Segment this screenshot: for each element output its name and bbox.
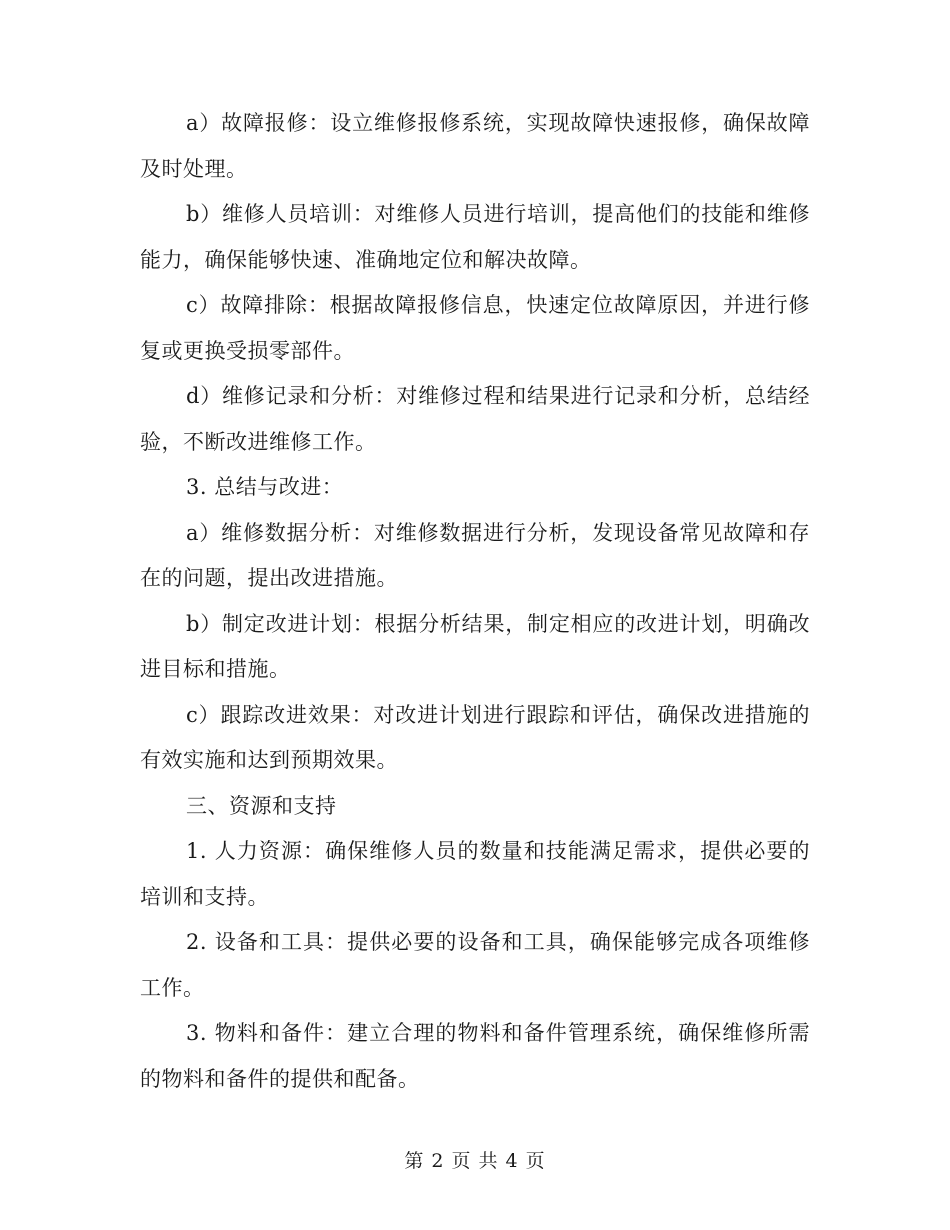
heading-summary-improvement: 3. 总结与改进： [186,475,344,499]
paragraph-improvement-plan: b）制定改进计划：根据分析结果，制定相应的改进计划，明确改进目标和措施。 [140,611,810,681]
heading-resources-support: 三、资源和支持 [186,793,337,818]
paragraph-troubleshooting: c）故障排除：根据故障报修信息，快速定位故障原因，并进行修复或更换受损零部件。 [140,293,810,363]
page-number-footer: 第 2 页 共 4 页 [404,1150,546,1172]
paragraph-fault-reporting: a）故障报修：设立维修报修系统，实现故障快速报修，确保故障及时处理。 [140,111,810,181]
paragraph-human-resources: 1. 人力资源：确保维修人员的数量和技能满足需求，提供必要的培训和支持。 [140,839,810,909]
paragraph-data-analysis: a）维修数据分析：对维修数据进行分析，发现设备常见故障和存在的问题，提出改进措施。 [140,520,810,590]
paragraph-maintenance-records: d）维修记录和分析：对维修过程和结果进行记录和分析，总结经验，不断改进维修工作。 [140,384,810,454]
paragraph-staff-training: b）维修人员培训：对维修人员进行培训，提高他们的技能和维修能力，确保能够快速、准确地定位和解决故障。 [140,202,810,272]
paragraph-track-effects: c）跟踪改进效果：对改进计划进行跟踪和评估，确保改进措施的有效实施和达到预期效果。 [140,702,810,772]
document-body [140,101,810,1102]
paragraph-materials-parts: 3. 物料和备件：建立合理的物料和备件管理系统，确保维修所需的物料和备件的提供和配备。 [140,1021,810,1091]
paragraph-equipment-tools: 2. 设备和工具：提供必要的设备和工具，确保能够完成各项维修工作。 [140,930,810,1000]
